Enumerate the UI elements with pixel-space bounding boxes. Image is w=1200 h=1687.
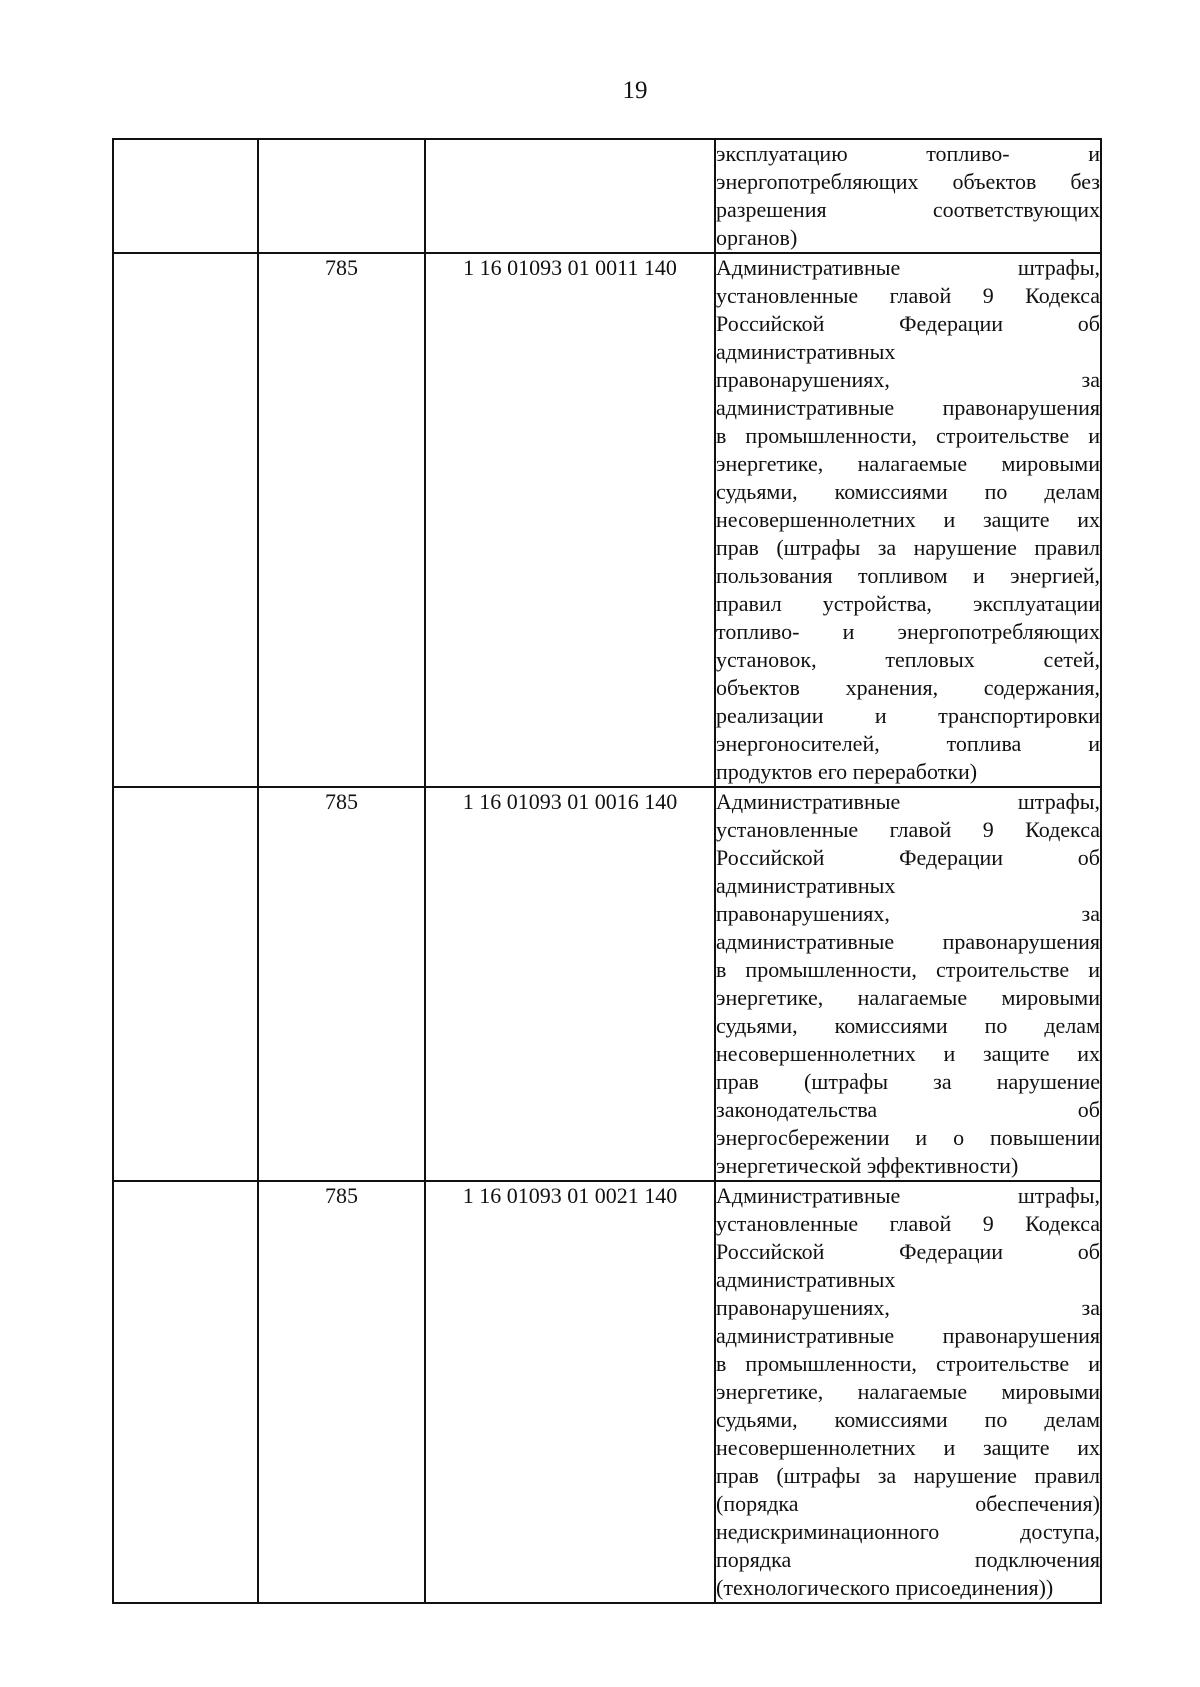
description-cell (715, 253, 1101, 787)
budget-classification-code-cell: 1 16 01093 01 0016 140 (425, 787, 715, 1181)
description-line: правонарушениях, за (716, 901, 1100, 926)
description-line: Российской Федерации об (716, 845, 1100, 870)
description-line: административных (716, 1267, 896, 1292)
empty-cell (113, 787, 258, 1181)
description-line: реализации и транспортировки (716, 703, 1100, 728)
description-line: органов) (716, 225, 798, 250)
description-line: несовершеннолетних и защите их (716, 1041, 1100, 1066)
description-cell (715, 1181, 1101, 1603)
description-line: порядка подключения (716, 1547, 1100, 1572)
description-line: энергетике, налагаемые мировыми (716, 1379, 1100, 1404)
description-line: Административные штрафы, (716, 1183, 1100, 1208)
description-line: пользования топливом и энергией, (716, 563, 1100, 588)
empty-cell (113, 139, 258, 253)
description-line: судьями, комиссиями по делам (716, 479, 1100, 504)
budget-classification-code-cell (425, 139, 715, 253)
description-line: продуктов его переработки) (716, 759, 978, 784)
description-line: судьями, комиссиями по делам (716, 1013, 1100, 1038)
description-line: судьями, комиссиями по делам (716, 1407, 1100, 1432)
description-line: в промышленности, строительстве и (716, 423, 1100, 448)
description-line: несовершеннолетних и защите их (716, 507, 1100, 532)
description-cell (715, 787, 1101, 1181)
description-line: установленные главой 9 Кодекса (716, 1211, 1100, 1236)
description-line: административные правонарушения (716, 395, 1100, 420)
administrator-code-cell: 785 (258, 1181, 425, 1603)
empty-cell (113, 1181, 258, 1603)
budget-code-table (112, 138, 1102, 1604)
description-line: несовершеннолетних и защите их (716, 1435, 1100, 1460)
description-line: установок, тепловых сетей, (716, 647, 1100, 672)
description-line: энергетической эффективности) (716, 1153, 1019, 1178)
description-line: в промышленности, строительстве и (716, 1351, 1100, 1376)
budget-classification-code-cell: 1 16 01093 01 0011 140 (425, 253, 715, 787)
table-body (113, 139, 1101, 1603)
description-line: административных (716, 339, 896, 364)
table-row (113, 253, 1101, 787)
description-line: энергосбережении и о повышении (716, 1125, 1100, 1150)
description-line: энергетике, налагаемые мировыми (716, 985, 1100, 1010)
description-line: установленные главой 9 Кодекса (716, 283, 1100, 308)
page-number: 19 (622, 77, 648, 104)
table-row (113, 787, 1101, 1181)
table-row (113, 139, 1101, 253)
description-line: (порядка обеспечения) (716, 1491, 1100, 1516)
description-line: прав (штрафы за нарушение правил (716, 535, 1100, 560)
description-line: административных (716, 873, 896, 898)
description-line: прав (штрафы за нарушение правил (716, 1463, 1100, 1488)
description-line: Административные штрафы, (716, 789, 1100, 814)
budget-classification-code-cell: 1 16 01093 01 0021 140 (425, 1181, 715, 1603)
description-line: правонарушениях, за (716, 1295, 1100, 1320)
description-line: объектов хранения, содержания, (716, 675, 1100, 700)
description-line: установленные главой 9 Кодекса (716, 817, 1100, 842)
description-line: Российской Федерации об (716, 311, 1100, 336)
description-line: административные правонарушения (716, 929, 1100, 954)
table-row (113, 1181, 1101, 1603)
description-line: правил устройства, эксплуатации (716, 591, 1100, 616)
administrator-code-cell: 785 (258, 253, 425, 787)
description-line: энергетике, налагаемые мировыми (716, 451, 1100, 476)
description-line: административные правонарушения (716, 1323, 1100, 1348)
description-line: недискриминационного доступа, (716, 1519, 1100, 1544)
administrator-code-cell: 785 (258, 787, 425, 1181)
empty-cell (113, 253, 258, 787)
description-line: (технологического присоединения)) (716, 1575, 1054, 1600)
description-line: топливо- и энергопотребляющих (716, 619, 1100, 644)
description-line: правонарушениях, за (716, 367, 1100, 392)
description-line: энергоносителей, топлива и (716, 731, 1100, 756)
description-line: Российской Федерации об (716, 1239, 1100, 1264)
description-line: законодательства об (716, 1097, 1100, 1122)
description-line: эксплуатацию топливо- и (716, 141, 1100, 166)
description-line: Административные штрафы, (716, 255, 1100, 280)
description-cell (715, 139, 1101, 253)
description-line: в промышленности, строительстве и (716, 957, 1100, 982)
description-line: энергопотребляющих объектов без (716, 169, 1100, 194)
description-line: разрешения соответствующих (716, 197, 1100, 222)
administrator-code-cell (258, 139, 425, 253)
description-line: прав (штрафы за нарушение (716, 1069, 1100, 1094)
